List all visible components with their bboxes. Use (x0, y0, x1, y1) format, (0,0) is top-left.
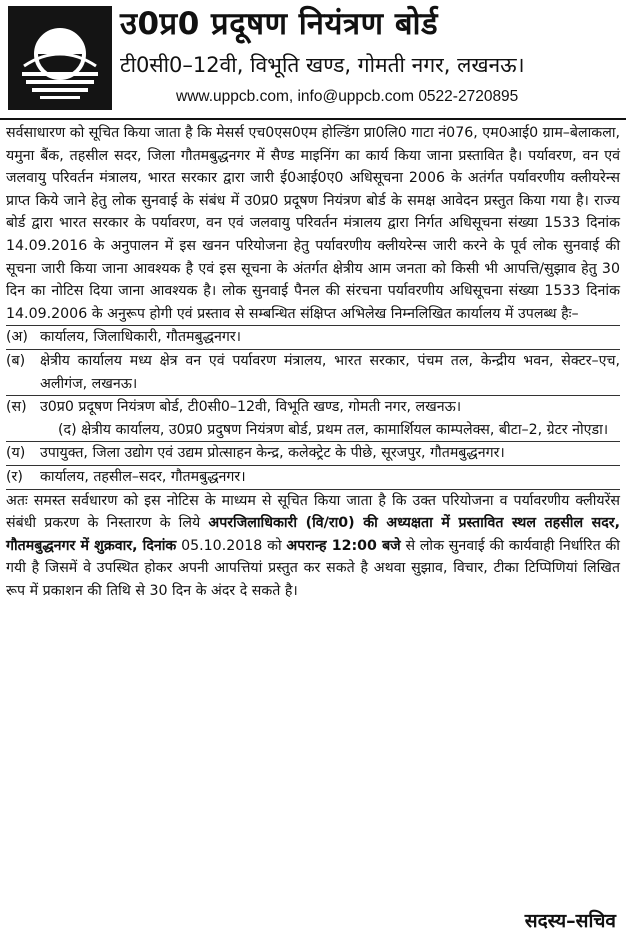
list-text-main: उ0प्र0 प्रदूषण नियंत्रण बोर्ड, टी0सी0–12वी, विभूति खण्ड, गोमती नगर, लखनऊ। (40, 399, 462, 416)
list-marker: (अ) (6, 329, 28, 346)
organisation-contact: www.uppcb.com, info@uppcb.com 0522-2720895 (176, 88, 519, 105)
list-text: उपायुक्त, जिला उद्योग एवं उद्यम प्रोत्साहन केन्द्र, कलेक्ट्रेट के पीछे, सूरजपुर, गौतमबुद्धनगर। (40, 445, 505, 462)
header-divider (0, 118, 626, 120)
list-item (6, 441, 620, 465)
closing-text-2: को (267, 537, 287, 554)
offices-list (6, 325, 620, 488)
list-subitem: (द) क्षेत्रीय कार्यालय, उ0प्र0 प्रदुषण नियंत्रण बोर्ड, प्रथम तल, कामार्शियल काम्पलेक्स, बीटा–2, ग्रेटर नोएडा। (58, 421, 609, 438)
list-marker: (ब) (6, 352, 26, 369)
list-marker: (स) (6, 399, 27, 416)
uppcb-logo-icon (8, 6, 112, 110)
list-item (6, 395, 620, 441)
organisation-title: उ0प्र0 प्रदूषण नियंत्रण बोर्ड (120, 6, 439, 42)
list-marker: (र) (6, 468, 23, 485)
list-text: कार्यालय, जिलाधिकारी, गौतमबुद्धनगर। (40, 329, 242, 346)
closing-paragraph (6, 489, 620, 603)
hearing-time: अपरान्ह 12:00 बजे (286, 537, 401, 554)
intro-paragraph: सर्वसाधारण को सूचित किया जाता है कि मेसर्स एच0एस0एम होल्डिंग प्रा0लि0 गाटा नं076, एम0आई0 ग्राम–बेलाकला, यमुना बैंक, तहसील सदर, जिला गौतमबुद्धनगर में सैण्ड माइनिंग का कार्य किया जाना प्रस्तावित है। पर्यावरण, वन एवं जलवायु परिवर्तन मंत्रालय, भारत सरकार द्वारा जारी ई0आई0ए0 अधिसूचना 2006 के अतंर्गत पर्यावरणीय क्लीयरेन्स प्राप्त किये जाने हेतु लोक सुनवाई के संबंध में उ0प्र0 प्रदूषण नियंत्रण बोर्ड के समक्ष आवेदन प्रस्तुत किया गया है। राज्य बोर्ड द्वारा भारत सरकार के पर्यावरण, वन एवं जलवायु परिवर्तन मंत्रालय द्वारा निर्गत अधिसूचना संख्या 1533 दिनांक 14.09.2016 के अनुपालन में इस खनन परियोजना हेतु पर्यावरणीय क्लीयरेन्स जारी करने के पूर्व लोक सुनवाई की सूचना जारी किया जाना आवश्यक है एवं इस सूचना के अंतर्गत क्षेत्रीय आम जनता को किसी भी आपत्ति/सुझाव हेतु 30 दिन का नोटिस दिया जाना आवश्यक है। लोक सुनवाई पैनल की संरचना पर्यावरणीय अधिसूचना संख्या 1533 दिनांक 14.09.2006 के अनुरूप होगी एवं प्रस्ताव से सम्बन्धित संक्षिप्त अभिलेख निम्नलिखित कार्यालय में उपलब्ध हैः– (6, 125, 620, 322)
hearing-date: 05.10.2018 (176, 537, 268, 554)
list-text (40, 396, 620, 441)
closing-text-1: अतः समस्त सर्वधारण को इस नोटिस के माध्यम से सूचित किया जाता है कि उक्त परियोजना व पर्यावरणीय क्लीयरेंस संबंधी प्रकरण के निस्तारण के लिये (6, 492, 620, 532)
list-item (6, 465, 620, 489)
organisation-address: टी0सी0–12वी, विभूति खण्ड, गोमती नगर, लखनऊ। (120, 53, 525, 77)
notice-header (0, 0, 626, 118)
list-text: क्षेत्रीय कार्यालय मध्य क्षेत्र वन एवं पर्यावरण मंत्रालय, भारत सरकार, पंचम तल, केन्द्रीय भवन, सेक्टर–एच, अलीगंज, लखनऊ। (40, 352, 620, 392)
closing-text-3: से लोक सुनवाई की कार्यवाही निर्धारित की गयी है जिसमें वे उपस्थित होकर अपनी आपत्तियां प्रस्तुत कर सकते है अथवा सुझाव, विचार, टीका टिप्पिणियां लिखित रूप में प्रकाशन की तिथि से 30 दिन के अंदर दे सकते है। (6, 537, 620, 599)
list-item (6, 349, 620, 395)
notice-body (6, 122, 620, 602)
list-marker: (य) (6, 445, 26, 462)
list-text: कार्यालय, तहसील–सदर, गौतमबुद्धनगर। (40, 468, 246, 485)
signature-designation: सदस्य–सचिव (524, 910, 616, 932)
list-item (6, 325, 620, 349)
hearing-authority-venue: अपरजिलाधिकारी (वि/रा0) की अध्यक्षता में प्रस्तावित स्थल तहसील सदर, गौतमबुद्धनगर में शुक्रवार, दिनांक (6, 515, 621, 554)
